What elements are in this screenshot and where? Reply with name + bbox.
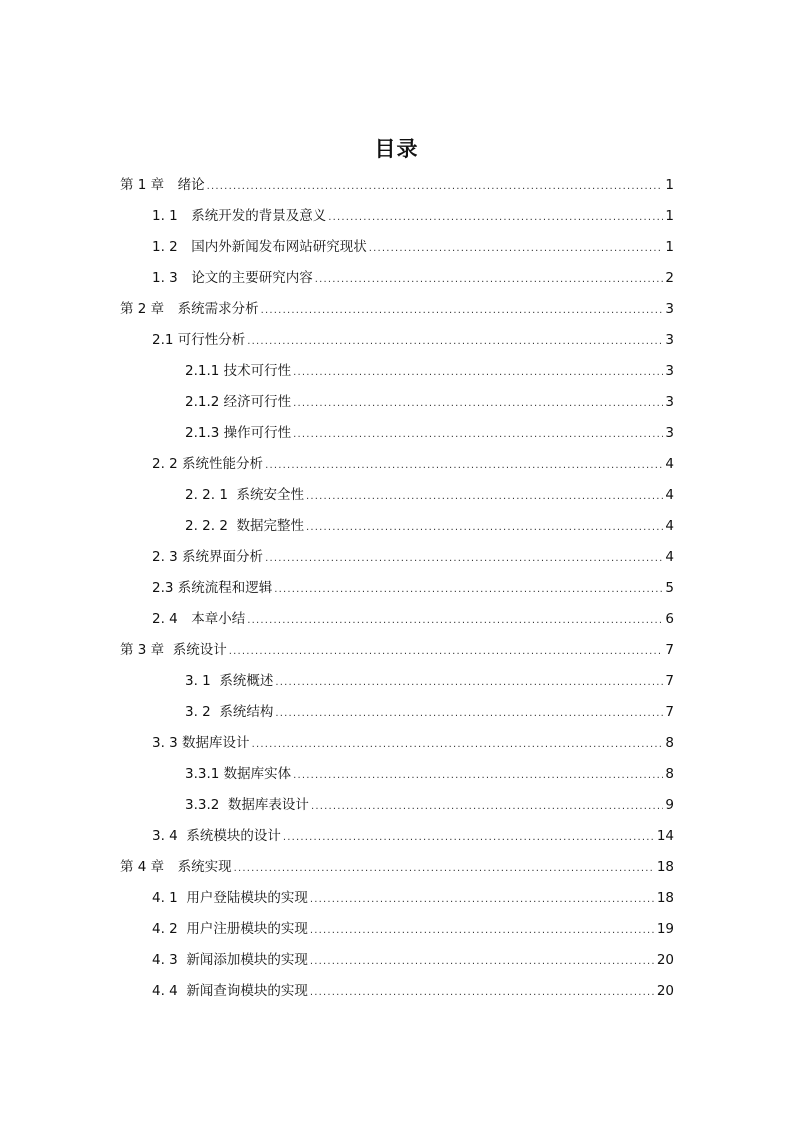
toc-entry-3-3-2[interactable] xyxy=(185,794,674,816)
toc-entry-label: 2.1 可行性分析 xyxy=(152,332,246,348)
toc-dot-leader xyxy=(229,641,664,663)
toc-dot-leader xyxy=(310,889,655,911)
toc-dot-leader xyxy=(293,362,663,384)
toc-page-number: 3 xyxy=(665,332,674,348)
toc-entry-chapter-2[interactable] xyxy=(120,298,674,320)
toc-entry-3-2[interactable] xyxy=(185,701,674,723)
toc-dot-leader xyxy=(315,269,664,291)
toc-dot-leader xyxy=(328,207,663,229)
toc-entry-2-4[interactable] xyxy=(152,608,674,630)
toc-entry-4-2[interactable] xyxy=(152,918,674,940)
toc-dot-leader xyxy=(265,455,663,477)
toc-entry-4-3[interactable] xyxy=(152,949,674,971)
toc-entry-label: 4. 1 用户登陆模块的实现 xyxy=(152,890,308,906)
toc-page-number: 4 xyxy=(665,518,674,534)
toc-page-number: 14 xyxy=(656,828,674,844)
toc-entry-label: 1. 3 论文的主要研究内容 xyxy=(152,270,313,286)
toc-entry-label: 2.1.2 经济可行性 xyxy=(185,394,292,410)
toc-entry-label: 3. 1 系统概述 xyxy=(185,673,274,689)
toc-dot-leader xyxy=(207,176,664,198)
toc-dot-leader xyxy=(275,672,663,694)
toc-page-number: 19 xyxy=(656,921,674,937)
toc-page-number: 4 xyxy=(665,456,674,472)
toc-entry-2-2-2[interactable] xyxy=(185,515,674,537)
toc-page-number: 6 xyxy=(665,611,674,627)
toc-entry-3-3[interactable] xyxy=(152,732,674,754)
toc-title: 目录 xyxy=(374,137,419,161)
toc-page-number: 18 xyxy=(656,859,674,875)
toc-page-number: 1 xyxy=(665,239,674,255)
toc-page-number: 4 xyxy=(665,487,674,503)
toc-page-number: 3 xyxy=(665,301,674,317)
toc-entry-label: 第 1 章 绪论 xyxy=(120,177,205,193)
toc-dot-leader xyxy=(247,331,663,353)
toc-dot-leader xyxy=(274,579,663,601)
toc-page-number: 3 xyxy=(665,363,674,379)
toc-entry-label: 4. 3 新闻添加模块的实现 xyxy=(152,952,308,968)
toc-entry-2-2-1[interactable] xyxy=(185,484,674,506)
toc-entry-3-1[interactable] xyxy=(185,670,674,692)
toc-page-number: 18 xyxy=(656,890,674,906)
toc-entry-label: 第 2 章 系统需求分析 xyxy=(120,301,259,317)
toc-dot-leader xyxy=(369,238,664,260)
toc-entry-2-2[interactable] xyxy=(152,453,674,475)
toc-page-number: 9 xyxy=(665,797,674,813)
toc-entry-label: 2.1.3 操作可行性 xyxy=(185,425,292,441)
toc-entry-label: 4. 2 用户注册模块的实现 xyxy=(152,921,308,937)
toc-entry-label: 2. 2. 2 数据完整性 xyxy=(185,518,305,534)
toc-page-number: 1 xyxy=(665,177,674,193)
toc-dot-leader xyxy=(265,548,663,570)
toc-entry-2-1-1[interactable] xyxy=(185,360,674,382)
toc-dot-leader xyxy=(310,982,655,1004)
toc-page-number: 8 xyxy=(665,735,674,751)
toc-dot-leader xyxy=(261,300,664,322)
toc-dot-leader xyxy=(275,703,663,725)
toc-dot-leader xyxy=(293,393,663,415)
toc-entry-label: 第 3 章 系统设计 xyxy=(120,642,227,658)
toc-entry-label: 3. 3 数据库设计 xyxy=(152,735,250,751)
toc-entry-label: 3.3.2 数据库表设计 xyxy=(185,797,309,813)
toc-entry-label: 2. 4 本章小结 xyxy=(152,611,246,627)
toc-entry-4-1[interactable] xyxy=(152,887,674,909)
toc-dot-leader xyxy=(310,920,655,942)
toc-entry-label: 2.1.1 技术可行性 xyxy=(185,363,292,379)
toc-entry-3-4[interactable] xyxy=(152,825,674,847)
toc-entry-label: 第 4 章 系统实现 xyxy=(120,859,232,875)
toc-page-number: 20 xyxy=(656,983,674,999)
toc-dot-leader xyxy=(234,858,655,880)
toc-entry-4-4[interactable] xyxy=(152,980,674,1002)
toc-dot-leader xyxy=(311,796,663,818)
toc-entry-2-1-3[interactable] xyxy=(185,422,674,444)
toc-entry-3-3-1[interactable] xyxy=(185,763,674,785)
toc-dot-leader xyxy=(310,951,655,973)
toc-dot-leader xyxy=(293,765,663,787)
toc-entry-label: 1. 1 系统开发的背景及意义 xyxy=(152,208,327,224)
toc-dot-leader xyxy=(247,610,663,632)
toc-entry-1-3[interactable] xyxy=(152,267,674,289)
toc-page-number: 3 xyxy=(665,425,674,441)
toc-entry-2-1[interactable] xyxy=(152,329,674,351)
toc-entry-chapter-1[interactable] xyxy=(120,174,674,196)
toc-page-number: 8 xyxy=(665,766,674,782)
toc-entry-2-3-interface[interactable] xyxy=(152,546,674,568)
toc-entry-chapter-3[interactable] xyxy=(120,639,674,661)
toc-page-number: 1 xyxy=(665,208,674,224)
toc-dot-leader xyxy=(283,827,655,849)
toc-entry-2-1-2[interactable] xyxy=(185,391,674,413)
toc-page-number: 7 xyxy=(665,673,674,689)
toc-entry-chapter-4[interactable] xyxy=(120,856,674,878)
toc-entry-label: 2. 2 系统性能分析 xyxy=(152,456,264,472)
toc-dot-leader xyxy=(293,424,663,446)
toc-entry-2-3-flow[interactable] xyxy=(152,577,674,599)
toc-dot-leader xyxy=(306,517,663,539)
toc-entry-label: 3.3.1 数据库实体 xyxy=(185,766,292,782)
toc-entry-1-1[interactable] xyxy=(152,205,674,227)
toc-entry-1-2[interactable] xyxy=(152,236,674,258)
toc-page-number: 4 xyxy=(665,549,674,565)
toc-page-number: 7 xyxy=(665,704,674,720)
toc-dot-leader xyxy=(252,734,664,756)
toc-dot-leader xyxy=(306,486,663,508)
toc-entry-label: 3. 2 系统结构 xyxy=(185,704,274,720)
toc-entry-label: 4. 4 新闻查询模块的实现 xyxy=(152,983,308,999)
toc-entry-label: 2. 2. 1 系统安全性 xyxy=(185,487,305,503)
toc-entry-label: 1. 2 国内外新闻发布网站研究现状 xyxy=(152,239,367,255)
toc-entry-label: 2. 3 系统界面分析 xyxy=(152,549,264,565)
toc-page-number: 2 xyxy=(665,270,674,286)
toc-page-number: 5 xyxy=(665,580,674,596)
toc-entry-label: 2.3 系统流程和逻辑 xyxy=(152,580,273,596)
toc-page-number: 20 xyxy=(656,952,674,968)
toc-page-number: 7 xyxy=(665,642,674,658)
toc-page-number: 3 xyxy=(665,394,674,410)
toc-entry-label: 3. 4 系统模块的设计 xyxy=(152,828,281,844)
